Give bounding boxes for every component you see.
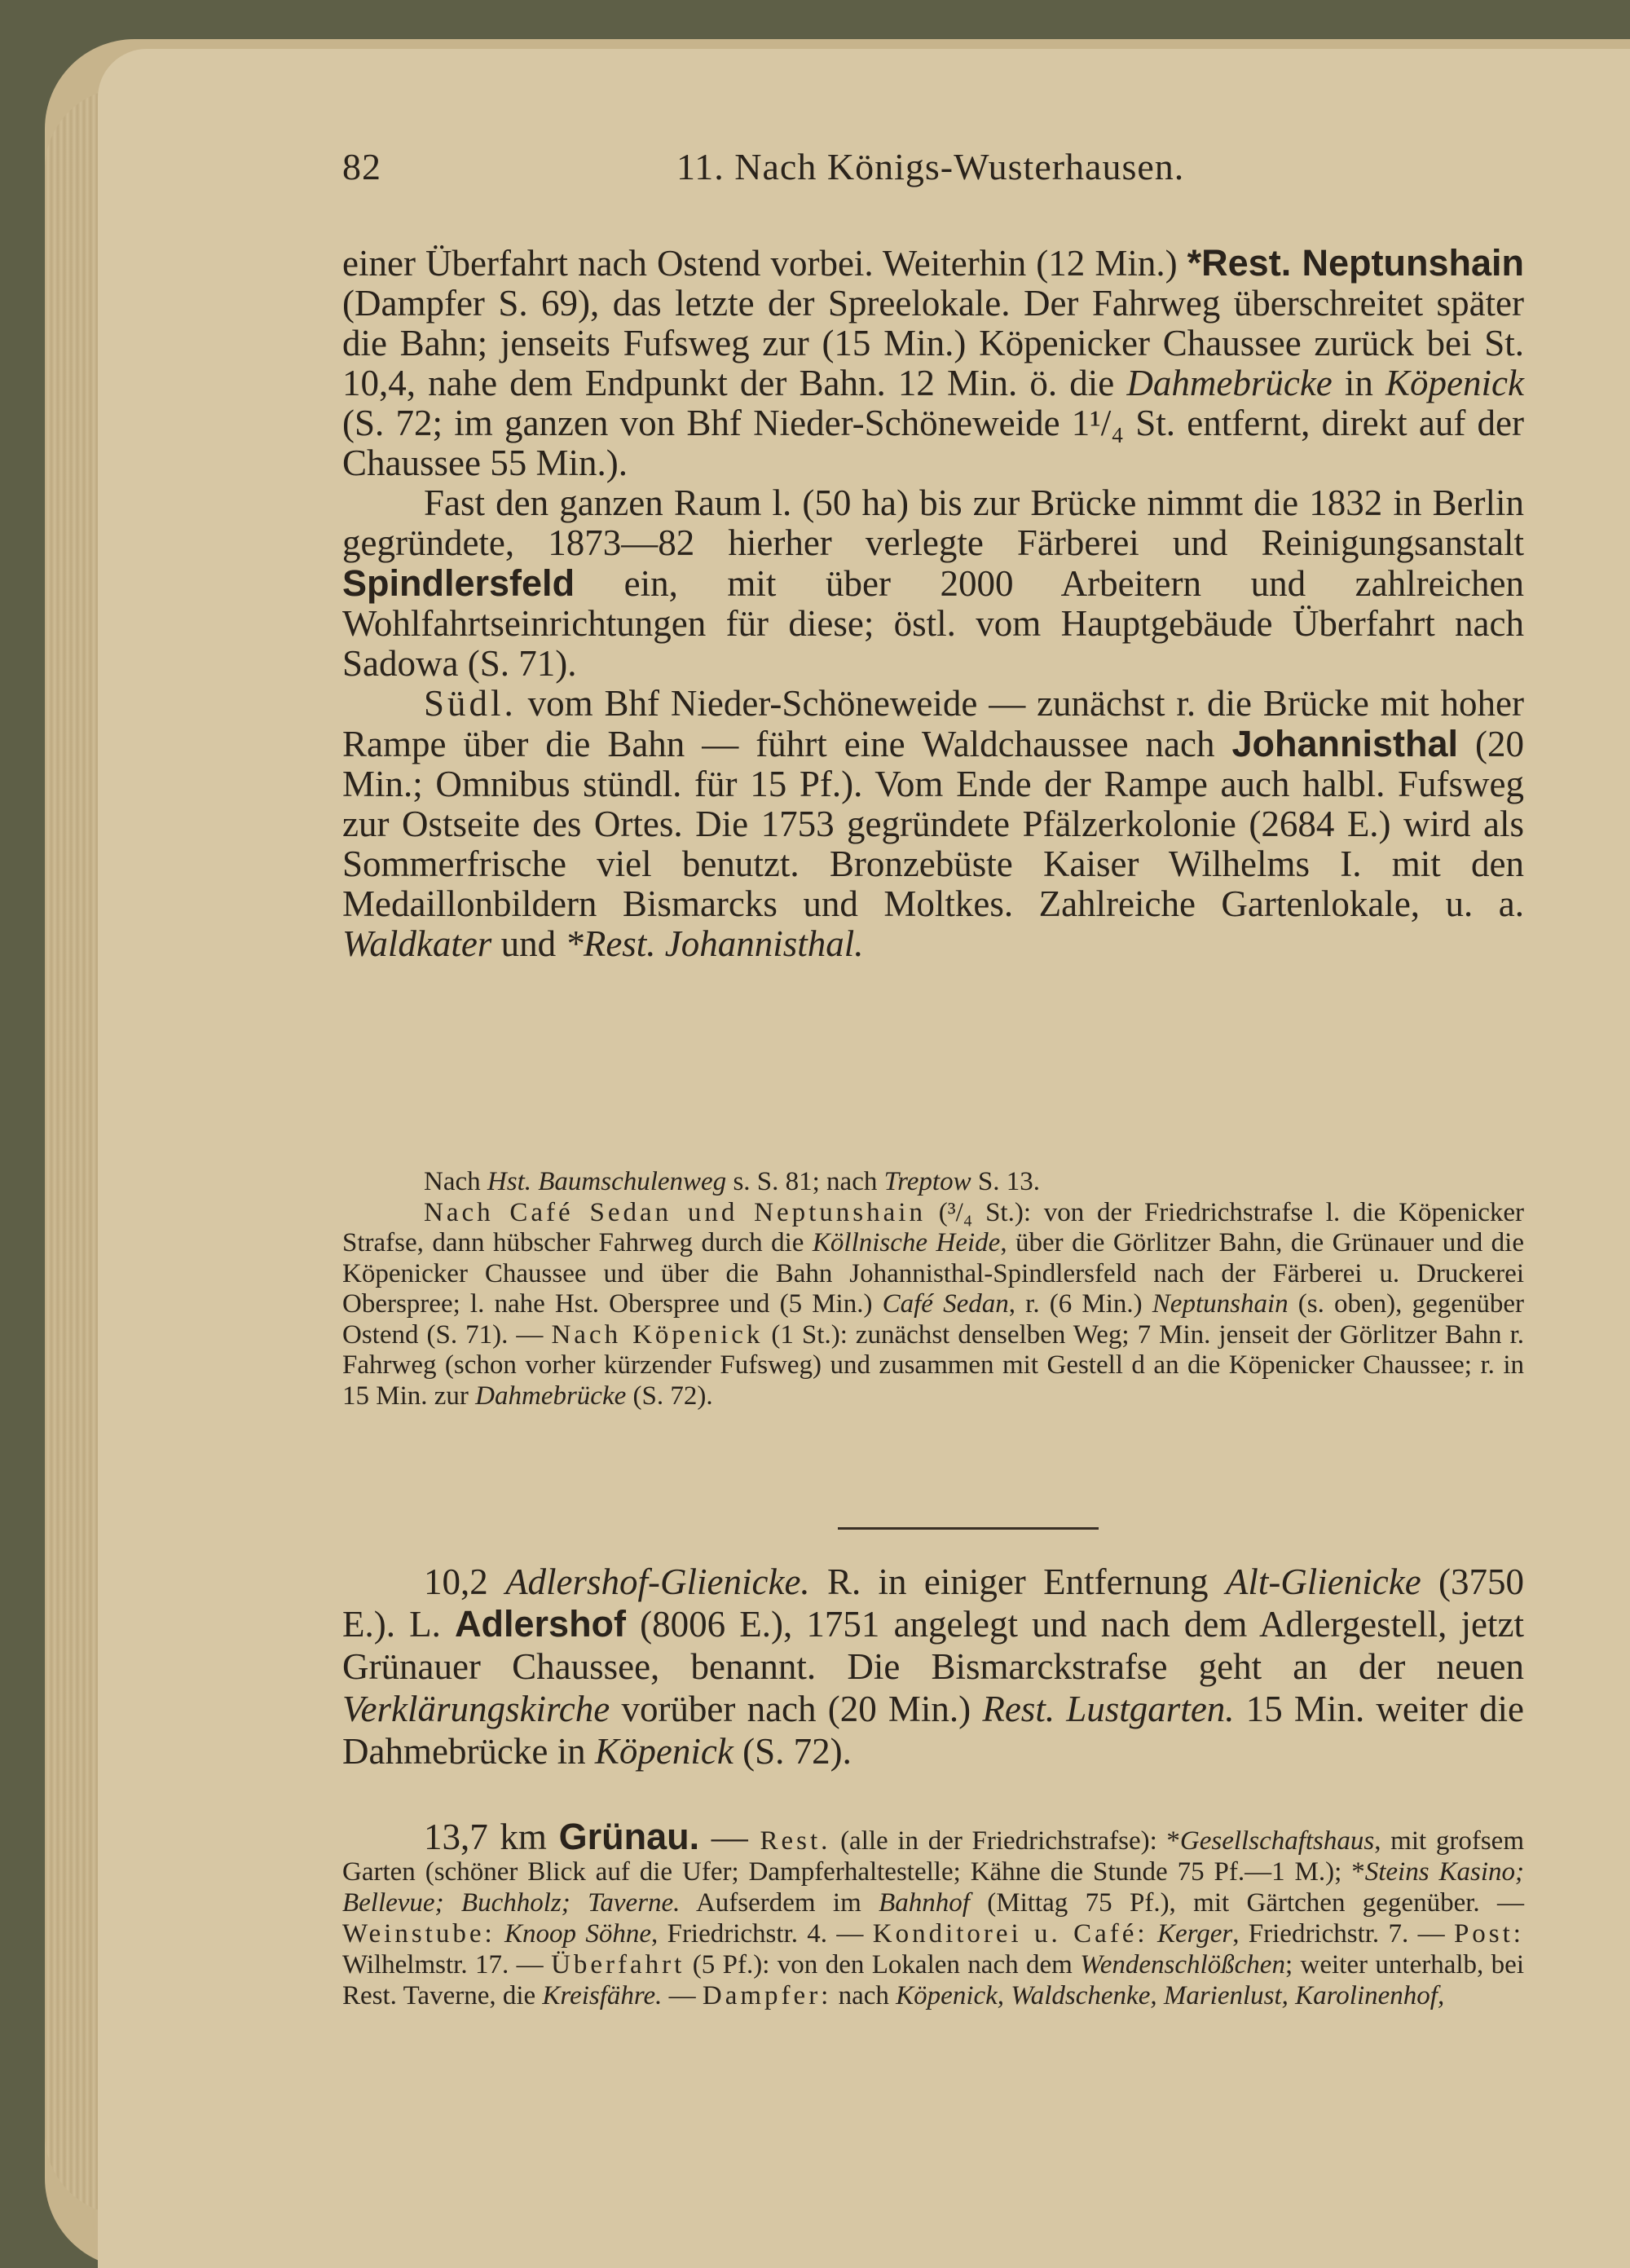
text-run: vom Bhf Nieder-Schöneweide — zunächst r. die Brücke mit hoher Rampe über die Bahn — führt eine Waldchaussee nach (342, 683, 1524, 764)
text-run: Fast den ganzen Raum l. (50 ha) bis zur Brücke nimmt die 1832 in Berlin gegründete, 1873—82 hierher verlegte Färberei und Reinigungsanstalt (342, 482, 1524, 563)
main-text-section-3 (342, 1816, 1525, 2011)
place-name: Adlershof (455, 1603, 627, 1645)
text-run: Post: (1453, 1919, 1524, 1949)
text-run: Südl. (424, 683, 517, 724)
station-name: Grünau. (558, 1816, 700, 1857)
text-run: vorüber nach (20 Min.) (610, 1689, 983, 1729)
text-run: (5 Pf.): von den Lokalen nach dem (685, 1950, 1081, 1980)
place-name: Verklärungskirche (342, 1689, 610, 1729)
text-run: , Friedrichstr. 7. — (1232, 1919, 1454, 1949)
place-name: Rest. Lustgarten. (982, 1689, 1235, 1729)
text-run: (S. 72; im ganzen von Bhf Nieder-Schöneweide 1¹/₄ St. entfernt, direkt auf der Chaussee 55 Min.). (342, 403, 1524, 483)
text-run: Nach (424, 1167, 487, 1196)
text-run: (Mittag 75 Pf.), mit Gärtchen gegenüber. — (969, 1888, 1524, 1918)
text-run: ; weiter unterhalb, bei Rest. Taverne, die (342, 1950, 1524, 2010)
text-run: , r. (6 Min.) (1008, 1289, 1152, 1319)
small-print-section (342, 1167, 1524, 1411)
page-number: 82 (342, 146, 381, 187)
book-page (98, 49, 1630, 2268)
text-run: , mit grofsem Garten (schöner Blick auf die Ufer; Dampferhaltestelle; Kähne die Stunde 75 Pf.—1 M.); * (342, 1826, 1524, 1887)
text-run: (s. oben), gegenüber Ostend (S. 71). — (342, 1289, 1524, 1350)
text-run: — (662, 1981, 703, 2010)
chapter-title: 11. Nach Königs-Wusterhausen. (676, 146, 1185, 187)
text-run: (³/₄ St.): von der Friedrichstrafse l. die Köpenicker Strafse, dann hübscher Fahrweg durch die (342, 1197, 1525, 1257)
text-run: (Dampfer S. 69), das letzte der Spreelokale. Der Fahrweg überschreitet später die Bahn; jenseits Fufsweg zur (15 Min.) Köpenicker Chaussee zurück bei St. 10,4, nahe dem Endpunkt der Bahn. 12 Min. ö. die (342, 283, 1524, 403)
text-run: R. in einiger Entfernung (809, 1561, 1226, 1602)
place-name: *Rest. Neptunshain (1187, 242, 1525, 284)
place-name: *Rest. Johannisthal. (565, 923, 864, 964)
place-name: Alt-Glienicke (1225, 1561, 1421, 1602)
place-name: Köpenick (594, 1731, 734, 1772)
text-run: Wilhelmstr. 17. — (342, 1950, 552, 1980)
text-run: , über die Görlitzer Bahn, die Grünauer und die Köpenicker Chaussee und über die Bahn Johannisthal-Spindlersfeld nach der Färberei u. Druckerei Oberspree; l. nahe Hst. Oberspree und (5 Min.) (342, 1228, 1524, 1319)
text-run: 15 Min. weiter die Dahmebrücke in (342, 1689, 1524, 1772)
place-name: Köllnische Heide (812, 1228, 1001, 1257)
main-text-section-1 (342, 243, 1524, 964)
text-run: (3750 E.). L. (342, 1561, 1525, 1645)
place-name: Steins Kasino; Bellevue; Buchholz; Taverne. (342, 1857, 1525, 1918)
text-run: 13,7 km (424, 1817, 559, 1857)
place-name: Café Sedan (882, 1289, 1009, 1319)
text-run: (S. 72). (626, 1381, 713, 1411)
place-name: Köpenick (1386, 363, 1524, 403)
place-name: Spindlersfeld (342, 562, 575, 604)
text-run: (20 Min.; Omnibus stündl. für 15 Pf.). Vom Ende der Rampe auch halbl. Fufsweg zur Ostseite des Ortes. Die 1753 gegründete Pfälzerkolonie (2684 E.) wird als Sommerfrische viel benutzt. Bronzebüste Kaiser Wilhelms I. mit den Medaillonbildern Bismarcks und Moltkes. Zahlreiche Gartenlokale, u. a. (342, 724, 1524, 924)
text-run: Weinstube: (342, 1919, 496, 1949)
main-text-section-2 (342, 1561, 1524, 1773)
text-run: (alle in der Friedrichstrafse): * (830, 1826, 1180, 1856)
text-run: Dampfer: (702, 1981, 832, 2010)
text-run (1148, 1919, 1157, 1949)
place-name: Dahmebrücke (475, 1381, 627, 1411)
text-run: s. S. 81; nach (726, 1167, 884, 1196)
text-run: und (491, 923, 566, 964)
place-name: Treptow (883, 1167, 971, 1196)
place-name: Johannisthal (1231, 723, 1459, 764)
place-name: Wendenschlößchen (1080, 1950, 1285, 1980)
text-run: nach (831, 1981, 896, 2010)
place-name: Kreisfähre. (542, 1981, 663, 2010)
paragraph-spindlersfeld (342, 483, 1524, 684)
text-run: einer Überfahrt nach Ostend vorbei. Weiterhin (12 Min.) (342, 243, 1187, 284)
station-name: Adlershof-Glienicke. (505, 1561, 810, 1602)
paragraph-johannisthal (342, 684, 1524, 964)
place-name: Hst. Baumschulenweg (487, 1167, 727, 1196)
place-name: Waldkater (342, 923, 492, 964)
text-run: Konditorei u. Café: (872, 1919, 1148, 1949)
place-name: Kerger (1156, 1919, 1233, 1949)
paragraph-neptunshain (342, 243, 1524, 483)
text-run: — (699, 1817, 760, 1857)
text-run: Nach Café Sedan und Neptunshain (424, 1197, 926, 1227)
text-run: Rest. (760, 1826, 831, 1856)
place-name: Neptunshain (1152, 1289, 1289, 1319)
paragraph-gruenau (342, 1816, 1525, 2011)
text-run: in (1332, 363, 1386, 403)
text-run: ein, mit über 2000 Arbeitern und zahlreichen Wohlfahrtseinrichtungen für diese; östl. vom Hauptgebäude Überfahrt nach Sadowa (S. 71). (342, 563, 1524, 684)
text-run: (1 St.): zunächst denselben Weg; 7 Min. jenseit der Görlitzer Bahn r. Fahrweg (schon vorher kürzender Fufsweg) und zusammen mit Gestell d an die Köpenicker Chaussee; r. in 15 Min. zur (342, 1319, 1524, 1411)
text-run: , Friedrichstr. 4. — (651, 1919, 873, 1949)
text-run: Nach Köpenick (551, 1319, 764, 1350)
text-run: S. 13. (971, 1167, 1040, 1196)
text-run (496, 1919, 504, 1949)
text-run: Aufserdem im (680, 1888, 879, 1918)
section-divider (838, 1527, 1099, 1530)
place-name: Knoop Söhne (504, 1919, 651, 1949)
place-name: Gesellschaftshaus (1179, 1826, 1375, 1856)
place-name: Bahnhof (879, 1888, 970, 1918)
text-run: Überfahrt (551, 1950, 685, 1980)
place-name: Köpenick, Waldschenke, Marienlust, Karolinenhof, (896, 1981, 1445, 2010)
text-run: (8006 E.), 1751 angelegt und nach dem Adlergestell, jetzt Grünauer Chaussee, benannt. Die Bismarckstrafse geht an der neuen (342, 1604, 1524, 1687)
text-run: 10,2 (424, 1561, 506, 1602)
small-paragraph-routes (342, 1167, 1524, 1198)
text-run: (S. 72). (733, 1731, 852, 1772)
small-paragraph-sedan (342, 1198, 1524, 1412)
place-name: Dahmebrücke (1126, 363, 1333, 403)
paragraph-adlershof (342, 1561, 1524, 1773)
